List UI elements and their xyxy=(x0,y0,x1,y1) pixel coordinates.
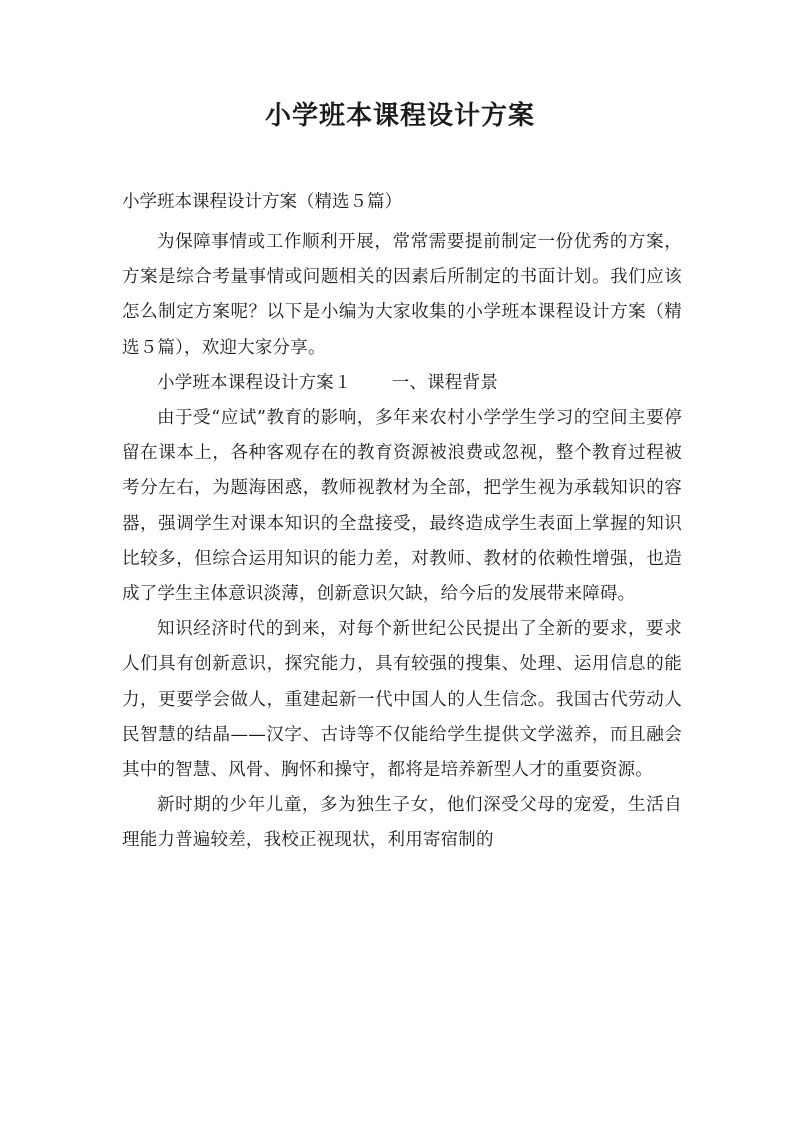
intro-paragraph: 为保障事情或工作顺利开展，常常需要提前制定一份优秀的方案，方案是综合考量事情或问题相关的因素后所制定的书面计划。我们应该怎么制定方案呢？以下是小编为大家收集的小学班本课程设计方案（精选５篇），欢迎大家分享。 xyxy=(122,232,682,358)
body-paragraph-2: 知识经济时代的到来，对每个新世纪公民提出了全新的要求，要求人们具有创新意识，探究能力，具有较强的搜集、处理、运用信息的能力，更要学会做人，重建起新一代中国人的人生信念。我国古代劳动人民智慧的结晶——汉字、古诗等不仅能给学生提供文学滋养，而且融会其中的智慧、风骨、胸怀和操守，都将是培养新型人才的重要资源。 xyxy=(122,619,682,781)
body-paragraph-1: 由于受“应试”教育的影响，多年来农村小学学生学习的空间主要停留在课本上，各种客观存在的教育资源被浪费或忽视，整个教育过程被考分左右，为题海困惑，教师视教材为全部，把学生视为承载知识的容器，强调学生对课本知识的全盘接受，最终造成学生表面上掌握的知识比较多，但综合运用知识的能力差，对教师、教材的依赖性增强，也造成了学生主体意识淡薄，创新意识欠缺，给今后的发展带来障碍。 xyxy=(122,408,682,605)
body-paragraph-3: 新时期的少年儿童，多为独生子女，他们深受父母的宠爱，生活自理能力普遍较差，我校正视现状，利用寄宿制的 xyxy=(122,795,682,851)
section-heading xyxy=(122,366,682,401)
document-body xyxy=(122,225,682,859)
section-subtitle: 一、课程背景 xyxy=(391,372,498,393)
document-title: 小学班本课程设计方案 xyxy=(264,101,535,131)
document-subtitle: 小学班本课程设计方案（精选５篇） xyxy=(122,192,402,212)
section-title: 小学班本课程设计方案１ xyxy=(157,372,352,393)
